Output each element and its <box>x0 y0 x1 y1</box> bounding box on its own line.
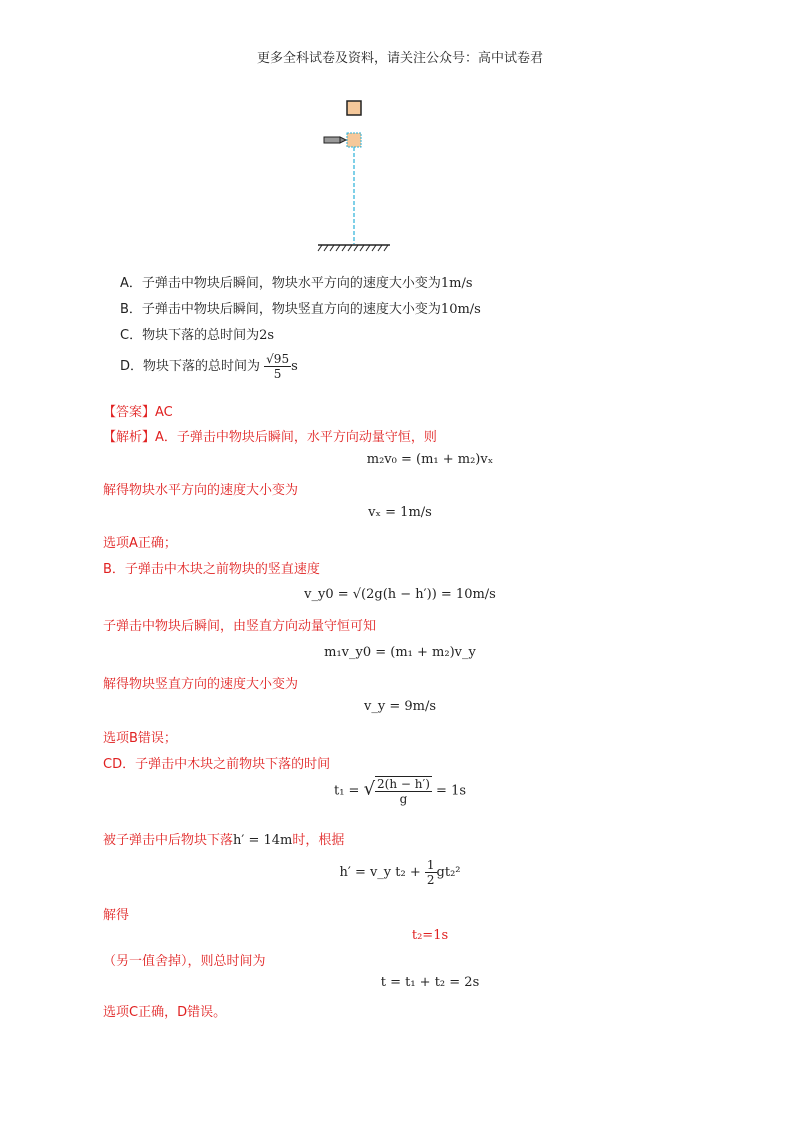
option-c <box>120 324 274 343</box>
option-b <box>120 298 481 317</box>
analysis-cd-conclusion: 选项C正确，D错误。 <box>103 1005 227 1020</box>
option-c-value: 2s <box>259 328 275 343</box>
equation-3: v_y0 = √(2g(h − h′)) = 10m/s <box>304 587 496 602</box>
lower-block <box>347 133 361 147</box>
analysis-b-intro: B．子弹击中木块之前物块的竖直速度 <box>103 562 320 577</box>
analysis-cd-line4: （另一值舍掉），则总时间为 <box>103 954 266 969</box>
physics-diagram <box>300 96 420 256</box>
equation-7: h′ = v_y t₂ + $\frac{1}{2}$ gt₂² <box>339 858 461 887</box>
analysis-b-conclusion: 选项B错误； <box>103 731 177 746</box>
analysis-cd-intro: CD．子弹击中木块之前物块下落的时间 <box>103 757 331 772</box>
analysis-a-conclusion: 选项A正确； <box>103 536 177 551</box>
equation-4: m₁v_y0 = (m₁ + m₂)v_y <box>324 645 476 660</box>
answer-label: 【答案】AC <box>103 405 173 420</box>
equation-9: t = t₁ + t₂ = 2s <box>380 975 480 990</box>
option-a-value: 1m/s <box>440 276 473 291</box>
equation-8: t₂=1s <box>411 928 449 943</box>
analysis-cd-line3: 解得 <box>103 908 130 923</box>
analysis-b-line2: 子弹击中物块后瞬间，由竖直方向动量守恒可知 <box>103 619 377 634</box>
option-b-value: 10m/s <box>440 302 481 317</box>
option-d <box>120 352 298 381</box>
bullet-icon <box>324 137 346 143</box>
option-b-text: B．子弹击中物块后瞬间，物块竖直方向的速度大小变为 <box>120 302 441 317</box>
option-d-text: D．物块下落的总时间为 <box>120 359 261 374</box>
page-header: 更多全科试卷及资料，请关注公众号：高中试卷君 <box>256 51 543 66</box>
equation-5: v_y = 9m/s <box>364 699 436 714</box>
equation-2: vₓ = 1m/s <box>368 505 432 520</box>
equation-6: t₁ = √ $\frac{2(h - h')}{g}$ = 1s <box>333 777 467 806</box>
option-c-text: C．物块下落的总时间为 <box>120 328 260 343</box>
ground <box>318 245 390 251</box>
analysis-a-line2: 解得物块水平方向的速度大小变为 <box>103 483 299 498</box>
option-a <box>120 272 473 291</box>
upper-block <box>347 101 361 115</box>
equation-1: m₂v₀ = (m₁ + m₂)vₓ <box>366 452 494 467</box>
option-a-text: A．子弹击中物块后瞬间，物块水平方向的速度大小变为 <box>120 276 441 291</box>
analysis-b-line3: 解得物块竖直方向的速度大小变为 <box>103 677 299 692</box>
analysis-a-intro: 【解析】A．子弹击中物块后瞬间，水平方向动量守恒，则 <box>103 430 437 445</box>
option-d-unit: s <box>291 359 298 374</box>
option-d-fraction: $\frac{√95}{5}$ <box>266 352 290 381</box>
analysis-cd-line2: 被子弹击中后物块下落h′ = 14m时，根据 <box>103 833 345 848</box>
